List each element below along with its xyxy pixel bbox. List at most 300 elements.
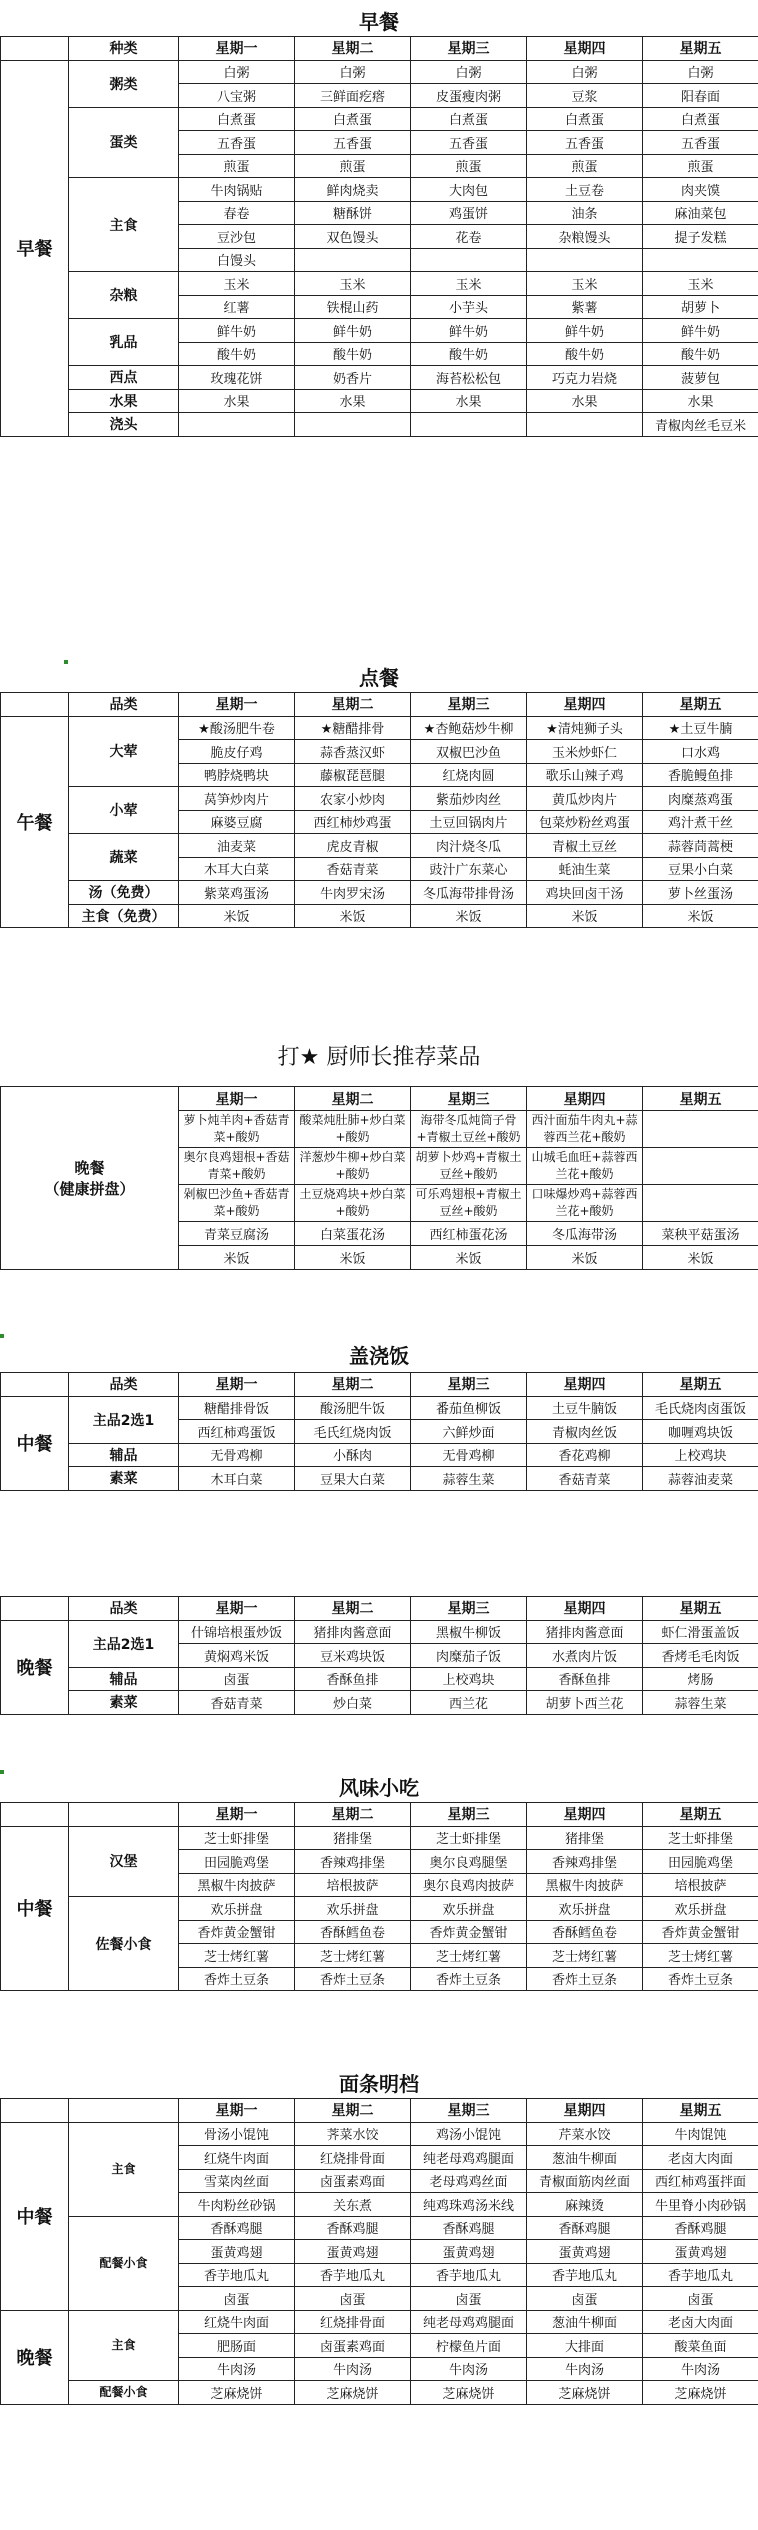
table-row — [1, 1620, 758, 1644]
menu-cell: 春卷 — [179, 201, 295, 225]
table-row — [1, 1826, 758, 1850]
menu-cell: 虾仁滑蛋盖饭 — [643, 1620, 758, 1644]
table-row — [1, 1396, 758, 1420]
menu-cell: 毛氏红烧肉饭 — [295, 1420, 411, 1444]
table-row — [1, 272, 758, 296]
cell-marker — [0, 1334, 4, 1338]
day-header: 星期五 — [643, 1597, 758, 1621]
menu-cell: 萝卜丝蛋汤 — [643, 881, 758, 905]
day-header: 星期四 — [527, 37, 643, 61]
menu-cell: 猪排堡 — [527, 1826, 643, 1850]
menu-cell: 牛肉罗宋汤 — [295, 881, 411, 905]
menu-cell: 西红柿蛋花汤 — [411, 1222, 527, 1246]
menu-cell: 蒜蓉茼蒿梗 — [643, 834, 758, 858]
menu-cell: 水果 — [411, 389, 527, 413]
menu-cell: 卤蛋 — [179, 2287, 295, 2311]
menu-cell: 豆浆 — [527, 84, 643, 108]
day-header: 星期一 — [179, 693, 295, 717]
day-header: 星期三 — [411, 37, 527, 61]
category-label: 主食 — [69, 178, 179, 272]
day-header: 星期三 — [411, 1803, 527, 1827]
menu-cell: 莴笋炒肉片 — [179, 787, 295, 811]
day-header: 星期一 — [179, 37, 295, 61]
snack-table — [0, 1802, 758, 1991]
noodle-title: 面条明档 — [339, 2072, 419, 2096]
table-row — [1, 716, 758, 740]
day-header: 星期五 — [643, 1803, 758, 1827]
category-label: 主食（免费） — [69, 904, 179, 928]
menu-cell: 糖醋排骨饭 — [179, 1396, 295, 1420]
menu-cell: 鸡块回卤干汤 — [527, 881, 643, 905]
menu-cell: 西汁面茄牛肉丸+蒜蓉西兰花+酸奶 — [527, 1111, 643, 1148]
menu-cell: 麻油菜包 — [643, 201, 758, 225]
menu-cell: 白馒头 — [179, 248, 295, 272]
menu-cell: 豆米鸡块饭 — [295, 1644, 411, 1668]
category-label: 主品2选1 — [69, 1620, 179, 1667]
menu-cell: 山城毛血旺+蒜蓉西兰花+酸奶 — [527, 1148, 643, 1185]
menu-cell: 胡萝卜西兰花 — [527, 1691, 643, 1715]
menu-cell: 鸡蛋饼 — [411, 201, 527, 225]
menu-cell: 玉米 — [643, 272, 758, 296]
header-blank — [1, 1373, 69, 1397]
day-header: 星期二 — [295, 37, 411, 61]
menu-cell: 芝士虾排堡 — [179, 1826, 295, 1850]
menu-cell: 卤蛋 — [643, 2287, 758, 2311]
menu-cell: 牛肉汤 — [643, 2357, 758, 2381]
breakfast-title: 早餐 — [359, 10, 399, 34]
menu-cell: 芝士烤红薯 — [295, 1944, 411, 1968]
menu-cell: 豉汁广东菜心 — [411, 857, 527, 881]
menu-cell: 洋葱炒牛柳+炒白菜+酸奶 — [295, 1148, 411, 1185]
menu-cell: 白粥 — [179, 60, 295, 84]
table-row — [1, 2216, 758, 2240]
menu-cell: 白煮蛋 — [643, 107, 758, 131]
menu-cell: 骨汤小馄饨 — [179, 2122, 295, 2146]
category-label: 汤（免费） — [69, 881, 179, 905]
menu-cell: 三鲜面疙瘩 — [295, 84, 411, 108]
menu-cell: 豆果大白菜 — [295, 1467, 411, 1491]
category-label: 蔬菜 — [69, 834, 179, 881]
menu-cell: 小芋头 — [411, 295, 527, 319]
table-row — [1, 60, 758, 84]
menu-cell: 水果 — [527, 389, 643, 413]
day-header: 星期五 — [643, 1087, 758, 1111]
menu-cell — [643, 248, 758, 272]
menu-cell: 香炸黄金蟹钳 — [643, 1920, 758, 1944]
menu-cell: 杂粮馒头 — [527, 225, 643, 249]
order-table — [0, 692, 758, 928]
day-header: 星期二 — [295, 1803, 411, 1827]
menu-cell: 米饭 — [179, 1246, 295, 1270]
menu-cell: 牛肉汤 — [295, 2357, 411, 2381]
menu-cell: 老卤大肉面 — [643, 2146, 758, 2170]
table-row — [1, 389, 758, 413]
table-row — [1, 904, 758, 928]
menu-cell: 歌乐山辣子鸡 — [527, 763, 643, 787]
menu-cell: 蛋黄鸡翅 — [179, 2240, 295, 2264]
header-row — [1, 1803, 758, 1827]
menu-cell: 肉夹馍 — [643, 178, 758, 202]
day-header: 星期五 — [643, 693, 758, 717]
menu-cell: 米饭 — [179, 904, 295, 928]
day-header: 星期二 — [295, 693, 411, 717]
menu-cell: 炒白菜 — [295, 1691, 411, 1715]
menu-cell: 牛肉锅贴 — [179, 178, 295, 202]
menu-cell: 米饭 — [527, 1246, 643, 1270]
menu-cell: 牛肉粉丝砂锅 — [179, 2193, 295, 2217]
menu-cell: 香炸土豆条 — [295, 1967, 411, 1991]
menu-cell: 糖酥饼 — [295, 201, 411, 225]
menu-cell: 香炸黄金蟹钳 — [179, 1920, 295, 1944]
menu-cell: 老卤大肉面 — [643, 2310, 758, 2334]
day-header: 星期一 — [179, 2099, 295, 2123]
menu-cell: 水果 — [179, 389, 295, 413]
day-header: 星期一 — [179, 1087, 295, 1111]
menu-cell: 水果 — [295, 389, 411, 413]
menu-cell: 米饭 — [411, 1246, 527, 1270]
menu-cell: 白粥 — [295, 60, 411, 84]
rice-lunch-table — [0, 1372, 758, 1491]
table-row — [1, 1691, 758, 1715]
menu-cell: 酸菜鱼面 — [643, 2334, 758, 2358]
menu-cell: 煎蛋 — [527, 154, 643, 178]
menu-cell: 芹菜水饺 — [527, 2122, 643, 2146]
rice-title: 盖浇饭 — [349, 1344, 409, 1368]
header-row — [1, 693, 758, 717]
menu-cell: 木耳白菜 — [179, 1467, 295, 1491]
menu-cell: 胡萝卜 — [643, 295, 758, 319]
menu-cell: 卤蛋素鸡面 — [295, 2169, 411, 2193]
table-row — [1, 413, 758, 437]
menu-cell: 铁棍山药 — [295, 295, 411, 319]
menu-cell — [527, 413, 643, 437]
header-blank — [1, 2099, 69, 2123]
menu-cell: 芝士虾排堡 — [411, 1826, 527, 1850]
day-header: 星期二 — [295, 1373, 411, 1397]
menu-cell: 香菇青菜 — [527, 1467, 643, 1491]
menu-cell: 卤蛋素鸡面 — [295, 2334, 411, 2358]
menu-cell: 芝麻烧饼 — [295, 2381, 411, 2405]
table-row — [1, 1897, 758, 1921]
menu-cell: 萝卜炖羊肉+香菇青菜+酸奶 — [179, 1111, 295, 1148]
menu-cell: 黑椒牛柳饭 — [411, 1620, 527, 1644]
menu-cell: 肥肠面 — [179, 2334, 295, 2358]
header-blank — [1, 1597, 69, 1621]
dinner-platter-table — [0, 1086, 758, 1270]
menu-cell: 黑椒牛肉披萨 — [179, 1873, 295, 1897]
menu-cell: ★土豆牛腩 — [643, 716, 758, 740]
menu-cell: 五香蛋 — [295, 131, 411, 155]
menu-cell: 红薯 — [179, 295, 295, 319]
menu-cell — [295, 248, 411, 272]
menu-cell: 白煮蛋 — [295, 107, 411, 131]
menu-cell: 葱油牛柳面 — [527, 2146, 643, 2170]
menu-cell: 黑椒牛肉披萨 — [527, 1873, 643, 1897]
menu-cell: 青菜豆腐汤 — [179, 1222, 295, 1246]
menu-cell: 双椒巴沙鱼 — [411, 740, 527, 764]
meal-label: 午餐 — [1, 716, 69, 928]
menu-cell: 八宝粥 — [179, 84, 295, 108]
category-label: 主食 — [69, 2310, 179, 2381]
menu-cell: 海带冬瓜炖筒子骨+青椒土豆丝+酸奶 — [411, 1111, 527, 1148]
menu-cell: 米饭 — [295, 904, 411, 928]
menu-cell: 红烧排骨面 — [295, 2310, 411, 2334]
menu-cell: 欢乐拼盘 — [179, 1897, 295, 1921]
menu-cell: 鲜肉烧卖 — [295, 178, 411, 202]
header-row — [1, 37, 758, 61]
menu-cell: 无骨鸡柳 — [179, 1443, 295, 1467]
menu-cell: 豆沙包 — [179, 225, 295, 249]
snack-title: 风味小吃 — [339, 1776, 419, 1800]
menu-cell: 黄焖鸡米饭 — [179, 1644, 295, 1668]
menu-cell: 纯老母鸡鸡腿面 — [411, 2146, 527, 2170]
menu-cell: 菜秧平菇蛋汤 — [643, 1222, 758, 1246]
day-header: 星期四 — [527, 2099, 643, 2123]
day-header: 星期二 — [295, 1597, 411, 1621]
category-label: 辅品 — [69, 1667, 179, 1691]
menu-cell: 鲜牛奶 — [411, 319, 527, 343]
menu-cell: 香酥鸡腿 — [411, 2216, 527, 2240]
day-header: 星期二 — [295, 1087, 411, 1111]
menu-cell: 香酥鸡腿 — [295, 2216, 411, 2240]
category-label: 大荤 — [69, 716, 179, 787]
menu-cell: ★酸汤肥牛卷 — [179, 716, 295, 740]
menu-cell: 土豆牛腩饭 — [527, 1396, 643, 1420]
menu-cell: 麻辣烫 — [527, 2193, 643, 2217]
menu-cell: 白煮蛋 — [179, 107, 295, 131]
category-label: 主品2选1 — [69, 1396, 179, 1443]
menu-cell: 香芋地瓜丸 — [643, 2263, 758, 2287]
menu-cell: 菠萝包 — [643, 366, 758, 390]
menu-cell: 红烧肉圆 — [411, 763, 527, 787]
menu-cell: 藤椒琵琶腿 — [295, 763, 411, 787]
menu-cell: 五香蛋 — [179, 131, 295, 155]
menu-cell: 玫瑰花饼 — [179, 366, 295, 390]
menu-cell: 农家小炒肉 — [295, 787, 411, 811]
menu-cell: 白煮蛋 — [411, 107, 527, 131]
day-header: 星期四 — [527, 1803, 643, 1827]
meal-label: 晚餐 — [1, 1620, 69, 1714]
menu-cell: 蛋黄鸡翅 — [411, 2240, 527, 2264]
menu-cell: 蛋黄鸡翅 — [527, 2240, 643, 2264]
meal-label-line2: （健康拼盘） — [44, 1180, 135, 1198]
menu-cell: 青椒肉丝饭 — [527, 1420, 643, 1444]
menu-cell: 玉米 — [411, 272, 527, 296]
menu-cell: 米饭 — [643, 904, 758, 928]
menu-cell: 芝麻烧饼 — [643, 2381, 758, 2405]
menu-cell: 柠檬鱼片面 — [411, 2334, 527, 2358]
header-row — [1, 1373, 758, 1397]
menu-cell: 培根披萨 — [643, 1873, 758, 1897]
menu-cell: 纯老母鸡鸡腿面 — [411, 2310, 527, 2334]
menu-cell: 什锦培根蛋炒饭 — [179, 1620, 295, 1644]
category-label: 粥类 — [69, 60, 179, 107]
menu-cell: 鲜牛奶 — [295, 319, 411, 343]
day-header: 星期四 — [527, 1597, 643, 1621]
menu-cell: 芝麻烧饼 — [179, 2381, 295, 2405]
breakfast-table — [0, 36, 758, 437]
menu-cell: 奶香片 — [295, 366, 411, 390]
menu-cell: ★糖醋排骨 — [295, 716, 411, 740]
menu-cell: 香酥鸡腿 — [179, 2216, 295, 2240]
table-row — [1, 366, 758, 390]
menu-cell: 欢乐拼盘 — [295, 1897, 411, 1921]
menu-cell — [643, 1111, 758, 1148]
table-row — [1, 2122, 758, 2146]
menu-cell: 海苔松松包 — [411, 366, 527, 390]
header-row — [1, 2099, 758, 2123]
menu-cell: 酸汤肥牛饭 — [295, 1396, 411, 1420]
menu-cell: 香菇青菜 — [179, 1691, 295, 1715]
menu-cell: 阳春面 — [643, 84, 758, 108]
menu-cell: 香花鸡柳 — [527, 1443, 643, 1467]
menu-cell: 无骨鸡柳 — [411, 1443, 527, 1467]
day-header: 星期一 — [179, 1803, 295, 1827]
menu-cell — [643, 1185, 758, 1222]
menu-cell: 麻婆豆腐 — [179, 810, 295, 834]
menu-cell: 豆果小白菜 — [643, 857, 758, 881]
table-row — [1, 2310, 758, 2334]
category-label: 配餐小食 — [69, 2216, 179, 2310]
menu-cell: 卤蛋 — [527, 2287, 643, 2311]
menu-cell: 欢乐拼盘 — [411, 1897, 527, 1921]
category-label: 配餐小食 — [69, 2381, 179, 2405]
meal-label: 中餐 — [1, 1396, 69, 1490]
table-row — [1, 178, 758, 202]
meal-label: 中餐 — [1, 1826, 69, 1991]
menu-cell: 牛肉馄饨 — [643, 2122, 758, 2146]
header-blank — [1, 693, 69, 717]
menu-cell — [411, 413, 527, 437]
menu-cell: 香芋地瓜丸 — [527, 2263, 643, 2287]
menu-cell: 鲜牛奶 — [527, 319, 643, 343]
menu-cell: 酸牛奶 — [643, 342, 758, 366]
menu-cell: 香芋地瓜丸 — [295, 2263, 411, 2287]
menu-cell: 香烤毛毛肉饭 — [643, 1644, 758, 1668]
table-row — [1, 787, 758, 811]
menu-cell: 香炸土豆条 — [643, 1967, 758, 1991]
menu-cell: 六鲜炒面 — [411, 1420, 527, 1444]
menu-cell: 香芋地瓜丸 — [411, 2263, 527, 2287]
menu-cell: 小酥肉 — [295, 1443, 411, 1467]
menu-cell: 咖喱鸡块饭 — [643, 1420, 758, 1444]
menu-cell: 牛肉汤 — [179, 2357, 295, 2381]
menu-cell: 香炸土豆条 — [179, 1967, 295, 1991]
menu-cell: 芝士烤红薯 — [179, 1944, 295, 1968]
menu-cell: 芝士烤红薯 — [527, 1944, 643, 1968]
order-title: 点餐 — [359, 666, 399, 690]
menu-cell: 脆皮仔鸡 — [179, 740, 295, 764]
menu-cell: 蛋黄鸡翅 — [295, 2240, 411, 2264]
day-header: 星期三 — [411, 2099, 527, 2123]
table-row — [1, 319, 758, 343]
menu-cell — [411, 248, 527, 272]
menu-cell: 雪菜肉丝面 — [179, 2169, 295, 2193]
day-header: 星期三 — [411, 1087, 527, 1111]
meal-label: 中餐 — [1, 2122, 69, 2310]
category-label: 杂粮 — [69, 272, 179, 319]
menu-cell: 香酥鸡腿 — [527, 2216, 643, 2240]
menu-cell: 鸡汤小馄饨 — [411, 2122, 527, 2146]
menu-cell: 青椒面筋肉丝面 — [527, 2169, 643, 2193]
menu-cell: 油条 — [527, 201, 643, 225]
menu-cell: 田园脆鸡堡 — [643, 1850, 758, 1874]
menu-cell: 紫薯 — [527, 295, 643, 319]
menu-cell: 胡萝卜炒鸡+青椒土豆丝+酸奶 — [411, 1148, 527, 1185]
header-blank — [1, 37, 69, 61]
menu-cell: 口味爆炒鸡+蒜蓉西兰花+酸奶 — [527, 1185, 643, 1222]
category-label: 西点 — [69, 366, 179, 390]
menu-cell — [527, 248, 643, 272]
menu-cell: 欢乐拼盘 — [643, 1897, 758, 1921]
rice-dinner-table — [0, 1596, 758, 1715]
menu-cell: 米饭 — [527, 904, 643, 928]
category-label: 辅品 — [69, 1443, 179, 1467]
menu-cell: 白粥 — [527, 60, 643, 84]
table-row — [1, 2381, 758, 2405]
menu-cell: 田园脆鸡堡 — [179, 1850, 295, 1874]
menu-cell: 蒜香蒸汉虾 — [295, 740, 411, 764]
menu-cell: 白菜蛋花汤 — [295, 1222, 411, 1246]
day-header: 星期一 — [179, 1373, 295, 1397]
day-header: 星期三 — [411, 693, 527, 717]
menu-cell: 玉米炒虾仁 — [527, 740, 643, 764]
kind-header: 种类 — [69, 37, 179, 61]
menu-cell: 煎蛋 — [295, 154, 411, 178]
menu-cell: 芝麻烧饼 — [527, 2381, 643, 2405]
menu-cell: 剁椒巴沙鱼+香菇青菜+酸奶 — [179, 1185, 295, 1222]
menu-cell: 青椒肉丝毛豆米 — [643, 413, 758, 437]
menu-cell: 香酥鳕鱼卷 — [295, 1920, 411, 1944]
menu-cell: 猪排堡 — [295, 1826, 411, 1850]
kind-header: 品类 — [69, 1373, 179, 1397]
menu-cell: 土豆回锅肉片 — [411, 810, 527, 834]
day-header: 星期五 — [643, 37, 758, 61]
category-label: 素菜 — [69, 1691, 179, 1715]
menu-cell: 水果 — [643, 389, 758, 413]
kind-header: 品类 — [69, 1597, 179, 1621]
menu-cell: 冬瓜海带排骨汤 — [411, 881, 527, 905]
menu-cell: 芝士烤红薯 — [643, 1944, 758, 1968]
menu-cell: 木耳大白菜 — [179, 857, 295, 881]
menu-cell: 提子发糕 — [643, 225, 758, 249]
category-label: 水果 — [69, 389, 179, 413]
menu-cell: 白粥 — [411, 60, 527, 84]
menu-cell: 西红柿鸡蛋饭 — [179, 1420, 295, 1444]
menu-cell: 西红柿炒鸡蛋 — [295, 810, 411, 834]
menu-cell: 玉米 — [179, 272, 295, 296]
menu-cell: 香脆鳗鱼排 — [643, 763, 758, 787]
menu-cell: 上校鸡块 — [643, 1443, 758, 1467]
day-header: 星期五 — [643, 2099, 758, 2123]
menu-cell: 酸牛奶 — [295, 342, 411, 366]
menu-cell: 煎蛋 — [643, 154, 758, 178]
header-blank — [69, 2099, 179, 2123]
category-label: 素菜 — [69, 1467, 179, 1491]
menu-cell: 香辣鸡排堡 — [527, 1850, 643, 1874]
menu-cell: 鲜牛奶 — [643, 319, 758, 343]
kind-header — [69, 1803, 179, 1827]
menu-cell: 鲜牛奶 — [179, 319, 295, 343]
category-label: 主食 — [69, 2122, 179, 2216]
menu-cell: 卤蛋 — [411, 2287, 527, 2311]
menu-cell: 口水鸡 — [643, 740, 758, 764]
menu-cell: 欢乐拼盘 — [527, 1897, 643, 1921]
menu-cell: 卤蛋 — [179, 1667, 295, 1691]
day-header: 星期二 — [295, 2099, 411, 2123]
menu-cell: 冬瓜海带汤 — [527, 1222, 643, 1246]
menu-cell: 培根披萨 — [295, 1873, 411, 1897]
